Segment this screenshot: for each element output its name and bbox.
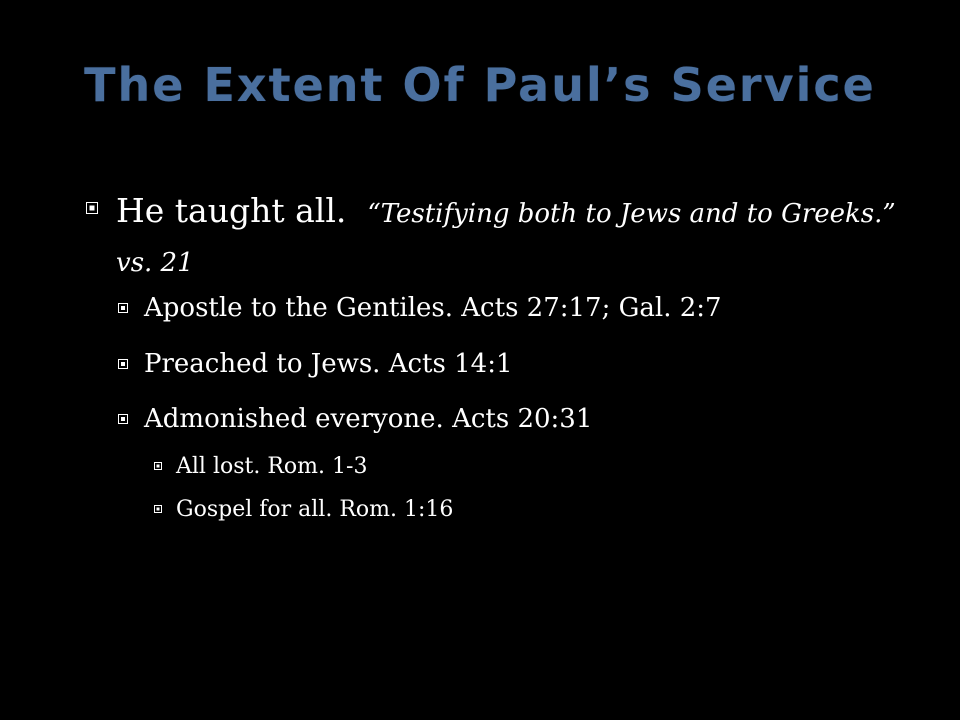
sub-sub-bullet-text: All lost. Rom. 1-3 (176, 454, 368, 479)
sub-sub-bullet-text: Gospel for all. Rom. 1:16 (176, 497, 454, 522)
main-bullet-text (116, 188, 906, 286)
square-bullet-icon (86, 202, 98, 214)
sub-sub-bullet (154, 454, 367, 480)
sub-sub-bullet (154, 497, 453, 523)
main-bullet-lead: He taught all. (116, 191, 347, 230)
sub-bullet (118, 349, 513, 379)
slide-title: The Extent Of Paul’s Service (84, 58, 876, 112)
square-bullet-icon (118, 414, 128, 424)
sub-bullet-text: Admonished everyone. Acts 20:31 (144, 404, 593, 434)
main-bullet (86, 188, 906, 286)
square-bullet-icon (154, 505, 162, 513)
square-bullet-icon (118, 303, 128, 313)
sub-bullet-text: Apostle to the Gentiles. Acts 27:17; Gal. 2:7 (144, 293, 722, 323)
sub-bullet (118, 404, 592, 434)
sub-bullet-text: Preached to Jews. Acts 14:1 (144, 349, 513, 379)
sub-bullet (118, 293, 722, 323)
square-bullet-icon (118, 359, 128, 369)
main-bullet-quote: “Testifying both to Jews and to Greeks.” vs. 21 (116, 199, 896, 278)
square-bullet-icon (154, 462, 162, 470)
